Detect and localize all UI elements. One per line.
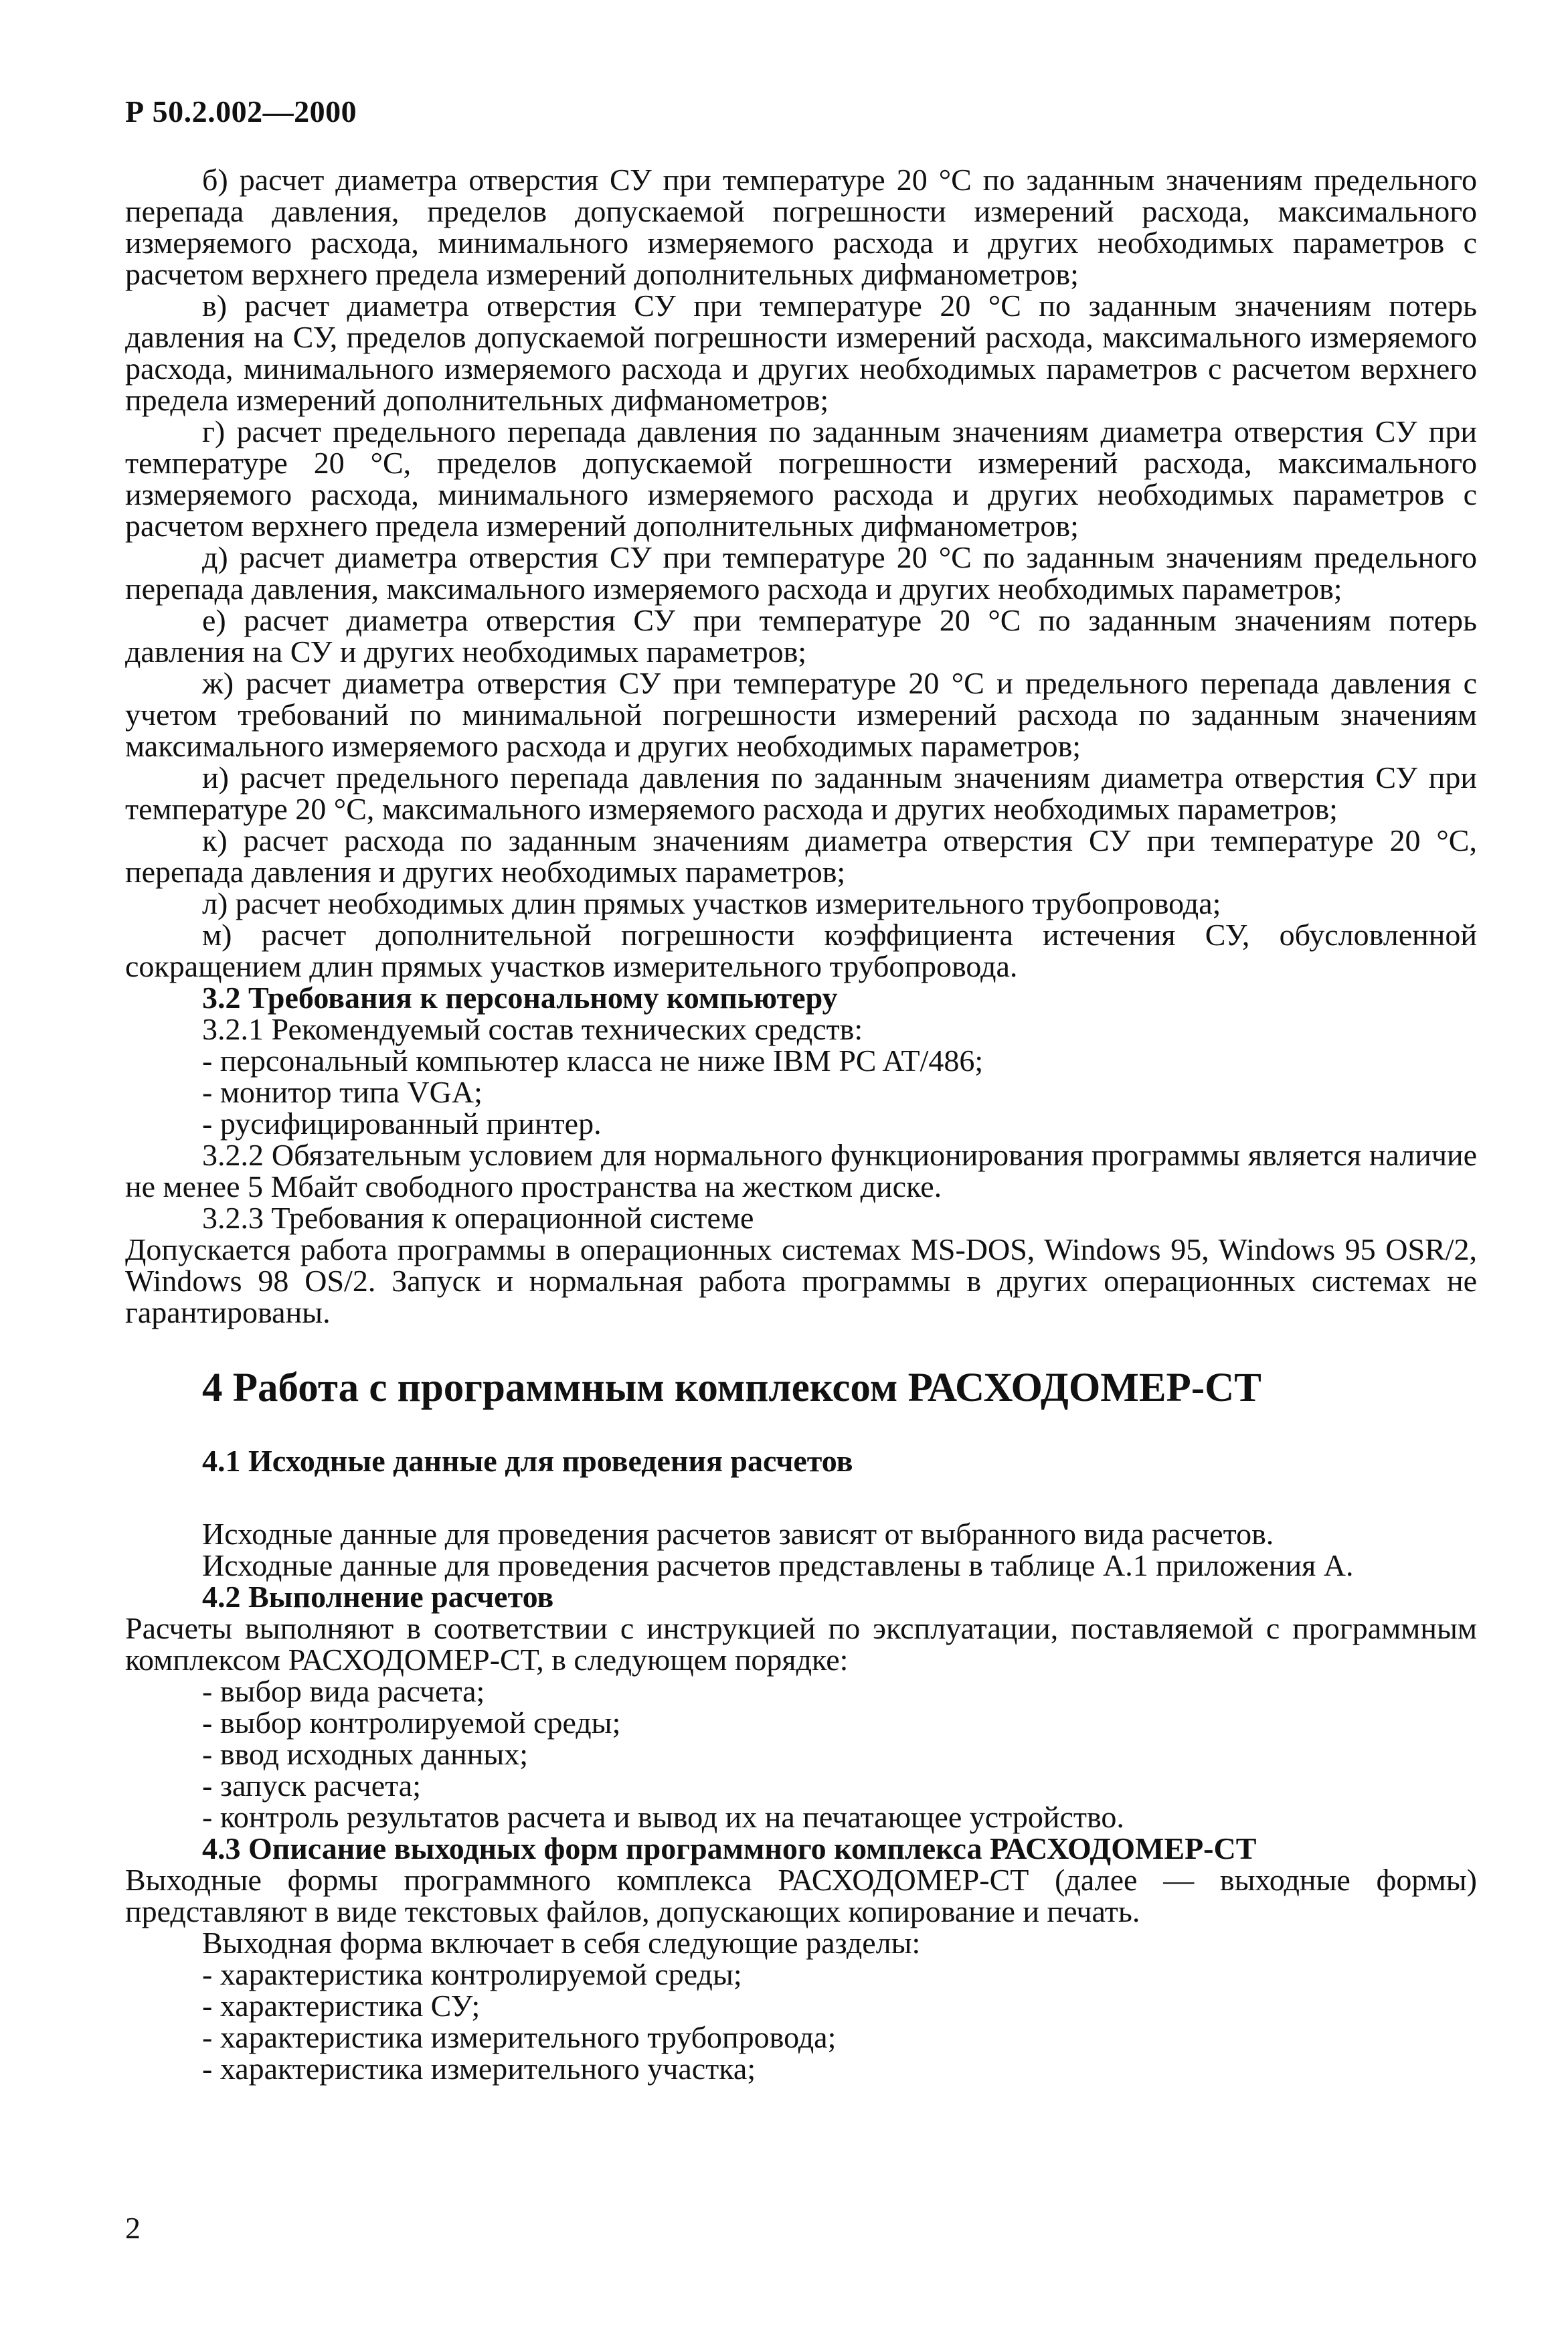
section-3-2-3-text: Допускается работа программы в операционных системах MS-DOS, Windows 95, Windows 95 OSR/2, Windows 98 OS/2. Запуск и нормальная работа программы в других операционных системах не гарантированы.: [125, 1232, 1477, 1329]
section-3-2-1-text: 3.2.1 Рекомендуемый состав технических средств:: [202, 1012, 863, 1046]
paragraph-b: б) расчет диаметра отверстия СУ при температуре 20 °С по заданным значениям предельного перепада давления, пределов допускаемой погрешности измерений расхода, максимального измеряемого расхода, минимального измеряемого расхода и других необходимых параметров с расчетом верхнего предела измерений дополнительных дифманометров;: [125, 163, 1477, 291]
list-item: - русифицированный принтер.: [202, 1106, 602, 1141]
list-item: - ввод исходных данных;: [202, 1737, 529, 1771]
paragraph-e: е) расчет диаметра отверстия СУ при температуре 20 °С по заданным значениям потерь давления на СУ и других необходимых параметров;: [125, 603, 1477, 669]
paragraph-k: к) расчет расхода по заданным значениям диаметра отверстия СУ при температуре 20 °С, перепада давления и других необходимых параметров;: [125, 823, 1477, 889]
section-4-3-text-1: Выходные формы программного комплекса РАСХОДОМЕР-СТ (далее — выходные формы) представляют в виде текстовых файлов, допускающих копирование и печать.: [125, 1863, 1477, 1928]
section-4-3-heading: 4.3 Описание выходных форм программного комплекса РАСХОДОМЕР-СТ: [202, 1831, 1257, 1865]
paragraph-g: г) расчет предельного перепада давления по заданным значениям диаметра отверстия СУ при температуре 20 °С, пределов допускаемой погрешности измерений расхода, максимального измеряемого расхода, минимального измеряемого расхода и других необходимых параметров с расчетом верхнего предела измерений дополнительных дифманометров;: [125, 414, 1477, 543]
document-code-header: Р 50.2.002—2000: [125, 94, 357, 129]
paragraph-l: л) расчет необходимых длин прямых участков измерительного трубопровода;: [202, 886, 1221, 920]
list-item: - характеристика контролируемой среды;: [202, 1957, 742, 1991]
document-body: [125, 164, 1477, 2084]
list-item: - характеристика измерительного участка;: [202, 2052, 756, 2086]
list-item: - персональный компьютер класса не ниже IBM PC AT/486;: [202, 1044, 984, 1078]
list-item: - контроль результатов расчета и вывод их на печатающее устройство.: [202, 1800, 1124, 1834]
section-4-1-text-1: Исходные данные для проведения расчетов зависят от выбранного вида расчетов.: [202, 1517, 1274, 1551]
list-item: - выбор вида расчета;: [202, 1674, 485, 1708]
list-item: - характеристика СУ;: [202, 1989, 481, 2023]
section-4-1-text-2: Исходные данные для проведения расчетов представлены в таблице А.1 приложения А.: [202, 1548, 1354, 1582]
section-4-2-text: Расчеты выполняют в соответствии с инструкцией по эксплуатации, поставляемой с программным комплексом РАСХОДОМЕР-СТ, в следующем порядке:: [125, 1611, 1477, 1677]
list-item: - характеристика измерительного трубопровода;: [202, 2020, 837, 2054]
paragraph-v: в) расчет диаметра отверстия СУ при температуре 20 °С по заданным значениям потерь давления на СУ, пределов допускаемой погрешности измерений расхода, максимального измеряемого расхода, минимального измеряемого расхода и других необходимых параметров с расчетом верхнего предела измерений дополнительных дифманометров;: [125, 288, 1477, 417]
page-number: 2: [125, 2211, 141, 2245]
list-item: - монитор типа VGA;: [202, 1075, 483, 1109]
section-3-2-heading: 3.2 Требования к персональному компьютеру: [202, 981, 838, 1015]
paragraph-d: д) расчет диаметра отверстия СУ при температуре 20 °С по заданным значениям предельного перепада давления, максимального измеряемого расхода и других необходимых параметров;: [125, 540, 1477, 606]
paragraph-m: м) расчет дополнительной погрешности коэффициента истечения СУ, обусловленной сокращением длин прямых участков измерительного трубопровода.: [125, 918, 1477, 983]
section-4-2-heading: 4.2 Выполнение расчетов: [202, 1580, 554, 1614]
list-item: - выбор контролируемой среды;: [202, 1705, 621, 1740]
list-item: - запуск расчета;: [202, 1768, 422, 1803]
paragraph-zh: ж) расчет диаметра отверстия СУ при температуре 20 °С и предельного перепада давления с учетом требований по минимальной погрешности измерений расхода по заданным значениям максимального измеряемого расхода и других необходимых параметров;: [125, 666, 1477, 763]
section-3-2-2-text: 3.2.2 Обязательным условием для нормального функционирования программы является наличие не менее 5 Мбайт свободного пространства на жестком диске.: [125, 1138, 1477, 1203]
section-3-2-3-heading: 3.2.3 Требования к операционной системе: [202, 1201, 754, 1235]
section-4-3-text-2: Выходная форма включает в себя следующие разделы:: [202, 1926, 921, 1960]
section-4-1-heading: 4.1 Исходные данные для проведения расчетов: [202, 1444, 853, 1478]
paragraph-i: и) расчет предельного перепада давления по заданным значениям диаметра отверстия СУ при температуре 20 °С, максимального измеряемого расхода и других необходимых параметров;: [125, 760, 1477, 826]
section-4-heading: 4 Работа с программным комплексом РАСХОДОМЕР-СТ: [202, 1365, 1261, 1410]
